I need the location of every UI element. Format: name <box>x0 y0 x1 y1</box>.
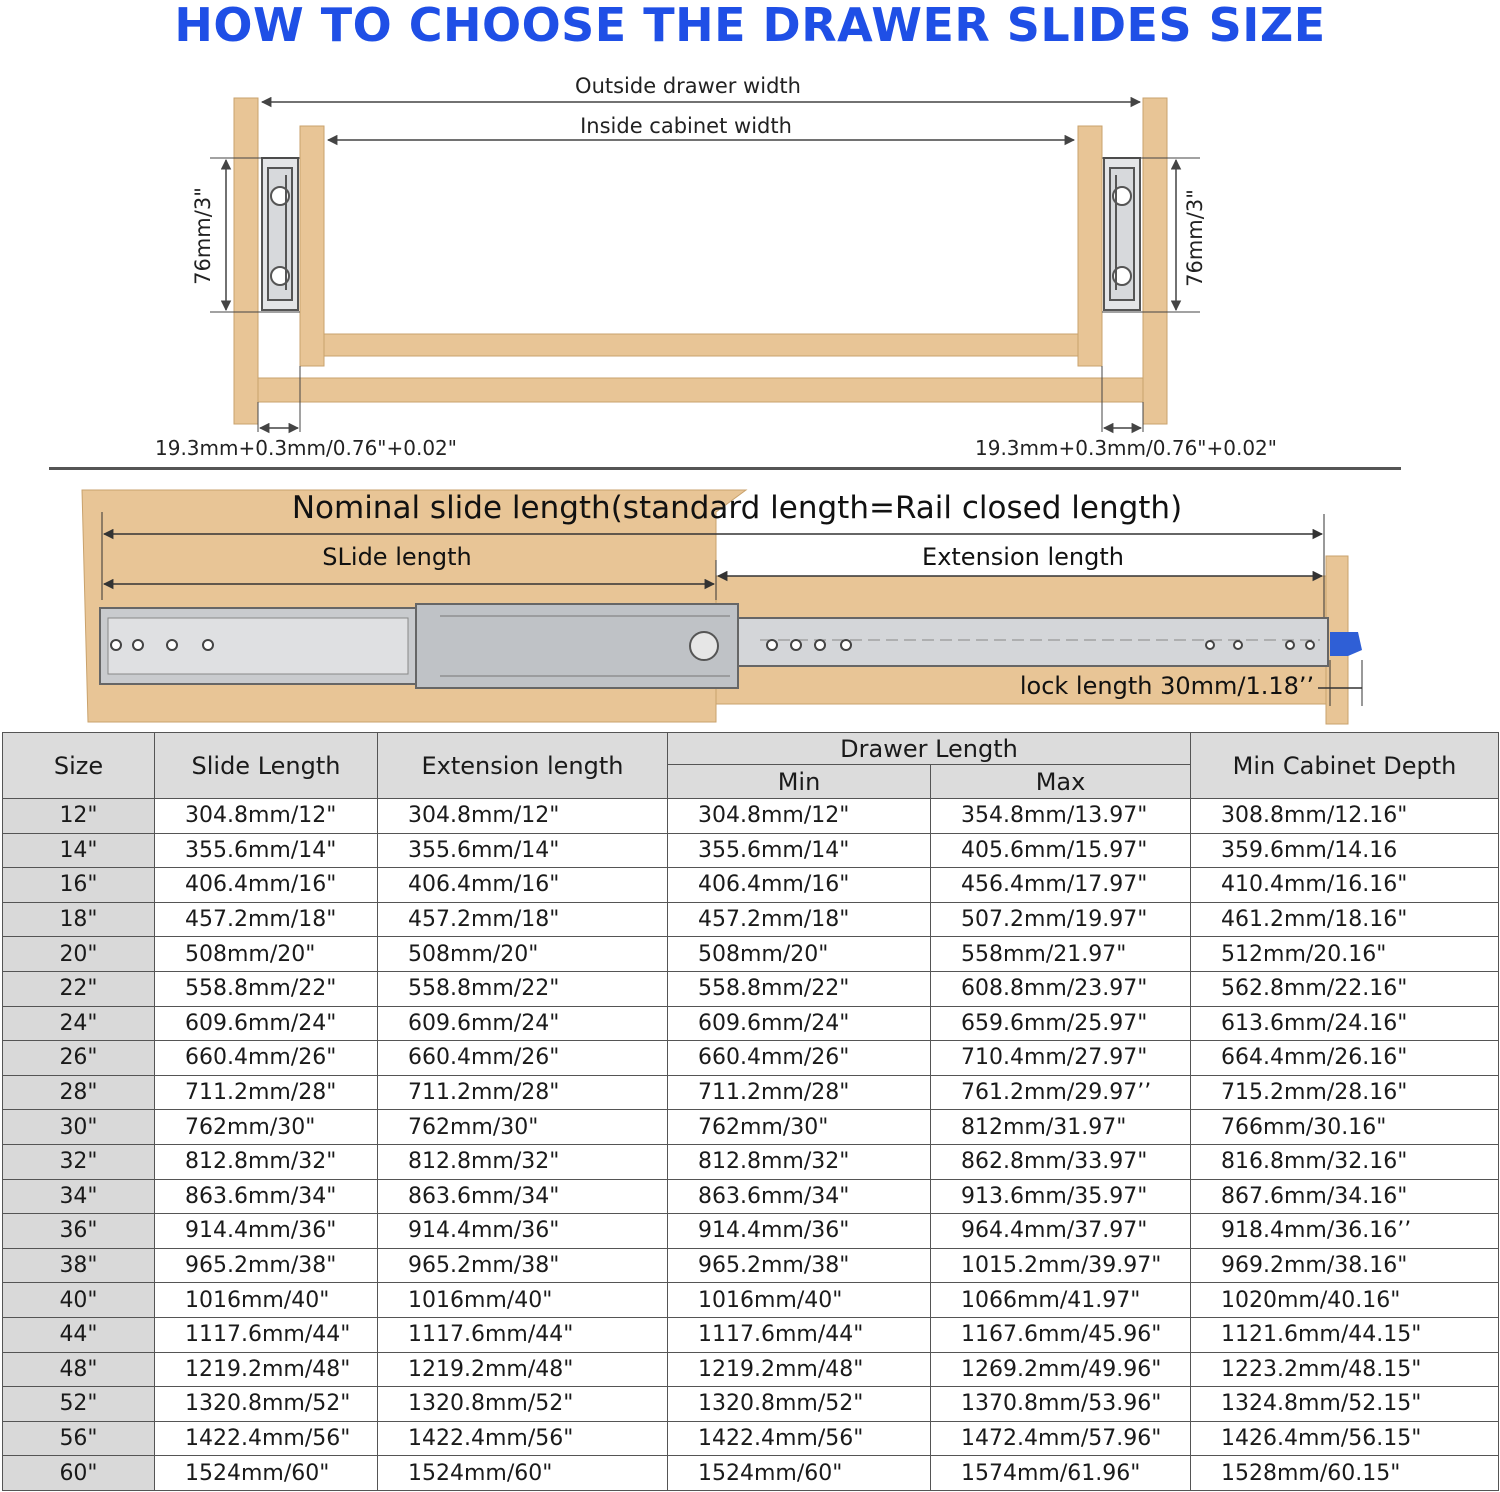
table-row <box>3 799 1499 834</box>
drawer-max-cell: 964.4mm/37.97" <box>931 1214 1191 1249</box>
table-row <box>3 1248 1499 1283</box>
header-min-cabinet-depth: Min Cabinet Depth <box>1191 733 1499 799</box>
ball-bearing <box>690 632 718 660</box>
cabinet-depth-cell: 969.2mm/38.16" <box>1191 1248 1499 1283</box>
drawer-min-cell: 457.2mm/18" <box>668 902 931 937</box>
size-cell: 36" <box>3 1214 155 1249</box>
size-cell: 44" <box>3 1317 155 1352</box>
extension-length-cell: 558.8mm/22" <box>378 971 668 1006</box>
lock-length-label: lock length 30mm/1.18’’ <box>1019 672 1315 700</box>
size-cell: 26" <box>3 1041 155 1076</box>
table-row <box>3 937 1499 972</box>
cabinet-depth-cell: 1324.8mm/52.15" <box>1191 1387 1499 1422</box>
extension-length-cell: 1016mm/40" <box>378 1283 668 1318</box>
extension-length-cell: 1320.8mm/52" <box>378 1387 668 1422</box>
header-extension-length: Extension length <box>378 733 668 799</box>
nominal-length-heading: Nominal slide length(standard length=Rail closed length) <box>291 490 1183 526</box>
inside-width-label: Inside cabinet width <box>580 114 792 138</box>
size-cell: 28" <box>3 1075 155 1110</box>
cabinet-depth-cell: 1426.4mm/56.15" <box>1191 1421 1499 1456</box>
size-cell: 40" <box>3 1283 155 1318</box>
drawer-min-cell: 914.4mm/36" <box>668 1214 931 1249</box>
cabinet-depth-cell: 766mm/30.16" <box>1191 1110 1499 1145</box>
slide-length-cell: 609.6mm/24" <box>155 1006 378 1041</box>
size-cell: 20" <box>3 937 155 972</box>
cabinet-depth-cell: 359.6mm/14.16 <box>1191 833 1499 868</box>
cabinet-depth-cell: 715.2mm/28.16" <box>1191 1075 1499 1110</box>
drawer-max-cell: 659.6mm/25.97" <box>931 1006 1191 1041</box>
header-min: Min <box>668 765 931 799</box>
drawer-max-cell: 1472.4mm/57.96" <box>931 1421 1191 1456</box>
table-row <box>3 971 1499 1006</box>
drawer-min-cell: 406.4mm/16" <box>668 868 931 903</box>
table-row <box>3 1075 1499 1110</box>
table-row <box>3 902 1499 937</box>
table-row <box>3 1214 1499 1249</box>
extension-length-cell: 609.6mm/24" <box>378 1006 668 1041</box>
outside-width-label: Outside drawer width <box>575 74 801 98</box>
drawer-max-cell: 507.2mm/19.97" <box>931 902 1191 937</box>
drawer-min-cell: 1524mm/60" <box>668 1456 931 1491</box>
drawer-max-cell: 1167.6mm/45.96" <box>931 1317 1191 1352</box>
cabinet-depth-cell: 1020mm/40.16" <box>1191 1283 1499 1318</box>
size-cell: 32" <box>3 1144 155 1179</box>
drawer-min-cell: 660.4mm/26" <box>668 1041 931 1076</box>
extension-length-cell: 812.8mm/32" <box>378 1144 668 1179</box>
drawer-min-cell: 711.2mm/28" <box>668 1075 931 1110</box>
extension-length-cell: 508mm/20" <box>378 937 668 972</box>
drawer-slide-size-table <box>2 732 1499 1491</box>
drawer-min-cell: 1117.6mm/44" <box>668 1317 931 1352</box>
drawer-min-cell: 304.8mm/12" <box>668 799 931 834</box>
drawer-max-cell: 862.8mm/33.97" <box>931 1144 1191 1179</box>
table-row <box>3 1421 1499 1456</box>
cabinet-depth-cell: 816.8mm/32.16" <box>1191 1144 1499 1179</box>
drawer-min-cell: 1320.8mm/52" <box>668 1387 931 1422</box>
size-cell: 22" <box>3 971 155 1006</box>
slide-length-cell: 355.6mm/14" <box>155 833 378 868</box>
drawer-min-cell: 508mm/20" <box>668 937 931 972</box>
extension-length-cell: 965.2mm/38" <box>378 1248 668 1283</box>
cabinet-depth-cell: 512mm/20.16" <box>1191 937 1499 972</box>
header-slide-length: Slide Length <box>155 733 378 799</box>
slide-length-cell: 1219.2mm/48" <box>155 1352 378 1387</box>
size-cell: 38" <box>3 1248 155 1283</box>
page-title: HOW TO CHOOSE THE DRAWER SLIDES SIZE <box>174 0 1326 52</box>
table-row <box>3 1144 1499 1179</box>
drawer-max-cell: 1269.2mm/49.96" <box>931 1352 1191 1387</box>
slide-length-cell: 762mm/30" <box>155 1110 378 1145</box>
size-cell: 34" <box>3 1179 155 1214</box>
drawer-max-cell: 405.6mm/15.97" <box>931 833 1191 868</box>
header-max: Max <box>931 765 1191 799</box>
table-row <box>3 868 1499 903</box>
table-row <box>3 1283 1499 1318</box>
table-row <box>3 1456 1499 1491</box>
size-cell: 48" <box>3 1352 155 1387</box>
header-drawer-length: Drawer Length <box>668 733 1191 765</box>
extension-length-cell: 711.2mm/28" <box>378 1075 668 1110</box>
cabinet-depth-cell: 867.6mm/34.16" <box>1191 1179 1499 1214</box>
extension-length-cell: 762mm/30" <box>378 1110 668 1145</box>
slide-length-cell: 914.4mm/36" <box>155 1214 378 1249</box>
slide-length-cell: 1016mm/40" <box>155 1283 378 1318</box>
extension-length-cell: 457.2mm/18" <box>378 902 668 937</box>
extension-length-cell: 863.6mm/34" <box>378 1179 668 1214</box>
slide-length-cell: 812.8mm/32" <box>155 1144 378 1179</box>
slide-length-cell: 660.4mm/26" <box>155 1041 378 1076</box>
drawer-max-cell: 761.2mm/29.97’’ <box>931 1075 1191 1110</box>
right-height-label: 76mm/3" <box>1182 189 1207 287</box>
size-cell: 52" <box>3 1387 155 1422</box>
lock-clip <box>1330 632 1362 656</box>
slide-length-cell: 304.8mm/12" <box>155 799 378 834</box>
table-row <box>3 1041 1499 1076</box>
drawer-min-cell: 863.6mm/34" <box>668 1179 931 1214</box>
cabinet-depth-cell: 562.8mm/22.16" <box>1191 971 1499 1006</box>
slide-length-cell: 457.2mm/18" <box>155 902 378 937</box>
size-cell: 30" <box>3 1110 155 1145</box>
table-row <box>3 1352 1499 1387</box>
slide-length-cell: 1524mm/60" <box>155 1456 378 1491</box>
extension-length-cell: 1524mm/60" <box>378 1456 668 1491</box>
size-cell: 24" <box>3 1006 155 1041</box>
table-row <box>3 833 1499 868</box>
cabinet-depth-cell: 410.4mm/16.16" <box>1191 868 1499 903</box>
cabinet-depth-cell: 613.6mm/24.16" <box>1191 1006 1499 1041</box>
table-row <box>3 1179 1499 1214</box>
extension-length-cell: 406.4mm/16" <box>378 868 668 903</box>
slide-length-cell: 965.2mm/38" <box>155 1248 378 1283</box>
slide-extension-diagram <box>0 0 1500 732</box>
slide-length-cell: 406.4mm/16" <box>155 868 378 903</box>
drawer-min-cell: 1016mm/40" <box>668 1283 931 1318</box>
cabinet-depth-cell: 1121.6mm/44.15" <box>1191 1317 1499 1352</box>
drawer-max-cell: 354.8mm/13.97" <box>931 799 1191 834</box>
slide-length-label: SLide length <box>322 543 472 571</box>
slide-length-cell: 711.2mm/28" <box>155 1075 378 1110</box>
cabinet-depth-cell: 664.4mm/26.16" <box>1191 1041 1499 1076</box>
drawer-min-cell: 558.8mm/22" <box>668 971 931 1006</box>
drawer-max-cell: 558mm/21.97" <box>931 937 1191 972</box>
left-height-label: 76mm/3" <box>190 187 215 285</box>
drawer-max-cell: 1574mm/61.96" <box>931 1456 1191 1491</box>
slide-length-cell: 508mm/20" <box>155 937 378 972</box>
drawer-min-cell: 762mm/30" <box>668 1110 931 1145</box>
right-gap-label: 19.3mm+0.3mm/0.76"+0.02" <box>975 436 1277 460</box>
size-cell: 14" <box>3 833 155 868</box>
slide-length-cell: 558.8mm/22" <box>155 971 378 1006</box>
drawer-min-cell: 609.6mm/24" <box>668 1006 931 1041</box>
cabinet-depth-cell: 1528mm/60.15" <box>1191 1456 1499 1491</box>
drawer-max-cell: 456.4mm/17.97" <box>931 868 1191 903</box>
drawer-max-cell: 710.4mm/27.97" <box>931 1041 1191 1076</box>
slide-length-cell: 863.6mm/34" <box>155 1179 378 1214</box>
slide-length-cell: 1117.6mm/44" <box>155 1317 378 1352</box>
size-cell: 60" <box>3 1456 155 1491</box>
extension-length-cell: 914.4mm/36" <box>378 1214 668 1249</box>
slide-length-cell: 1422.4mm/56" <box>155 1421 378 1456</box>
left-gap-label: 19.3mm+0.3mm/0.76"+0.02" <box>155 436 457 460</box>
drawer-min-cell: 965.2mm/38" <box>668 1248 931 1283</box>
drawer-max-cell: 1066mm/41.97" <box>931 1283 1191 1318</box>
drawer-max-cell: 608.8mm/23.97" <box>931 971 1191 1006</box>
cabinet-depth-cell: 308.8mm/12.16" <box>1191 799 1499 834</box>
cabinet-depth-cell: 1223.2mm/48.15" <box>1191 1352 1499 1387</box>
drawer-min-cell: 1422.4mm/56" <box>668 1421 931 1456</box>
slide-length-cell: 1320.8mm/52" <box>155 1387 378 1422</box>
extension-length-cell: 355.6mm/14" <box>378 833 668 868</box>
extension-length-cell: 304.8mm/12" <box>378 799 668 834</box>
extension-length-cell: 660.4mm/26" <box>378 1041 668 1076</box>
table-row <box>3 1387 1499 1422</box>
extension-length-cell: 1117.6mm/44" <box>378 1317 668 1352</box>
drawer-max-cell: 812mm/31.97" <box>931 1110 1191 1145</box>
extension-length-cell: 1219.2mm/48" <box>378 1352 668 1387</box>
size-cell: 16" <box>3 868 155 903</box>
extension-length-label: Extension length <box>922 543 1124 571</box>
drawer-max-cell: 1370.8mm/53.96" <box>931 1387 1191 1422</box>
drawer-max-cell: 1015.2mm/39.97" <box>931 1248 1191 1283</box>
table-row <box>3 1110 1499 1145</box>
drawer-max-cell: 913.6mm/35.97" <box>931 1179 1191 1214</box>
drawer-min-cell: 812.8mm/32" <box>668 1144 931 1179</box>
size-cell: 12" <box>3 799 155 834</box>
cabinet-depth-cell: 918.4mm/36.16’’ <box>1191 1214 1499 1249</box>
header-size: Size <box>3 733 155 799</box>
table-row <box>3 1317 1499 1352</box>
table-row <box>3 1006 1499 1041</box>
drawer-min-cell: 1219.2mm/48" <box>668 1352 931 1387</box>
drawer-min-cell: 355.6mm/14" <box>668 833 931 868</box>
extension-length-cell: 1422.4mm/56" <box>378 1421 668 1456</box>
size-cell: 56" <box>3 1421 155 1456</box>
cabinet-depth-cell: 461.2mm/18.16" <box>1191 902 1499 937</box>
size-cell: 18" <box>3 902 155 937</box>
